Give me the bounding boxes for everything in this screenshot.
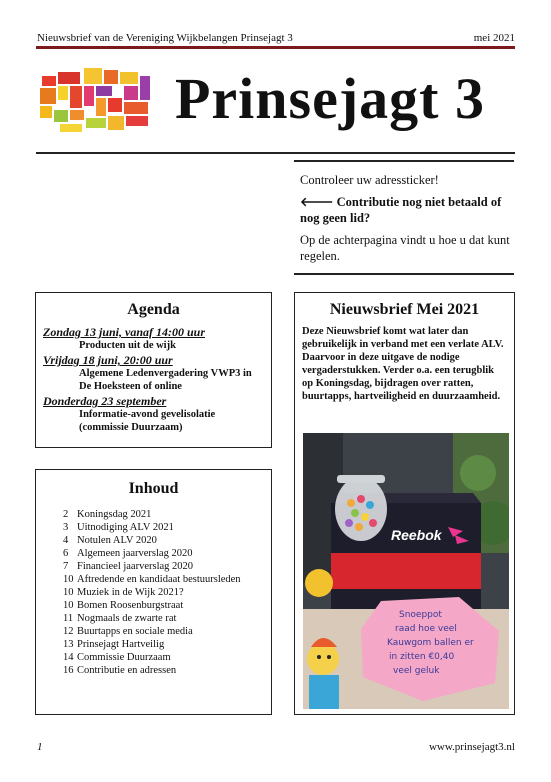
inhoud-box — [35, 469, 272, 715]
agenda-item — [43, 394, 264, 434]
toc-page: 10 — [63, 600, 74, 611]
toc-title: Bomen Roosenburgstraat — [77, 600, 184, 611]
nieuwsbrief-box — [294, 292, 515, 715]
nieuwsbrief-intro: Deze Nieuwsbrief komt wat later dan gebruikelijk in verband met een verlate ALV. Daarvoor in deze uitgave de nodige vergaderstukken. Verder o.a. een terugblik op Koningsdag, bijdragen over ratten, buurtapps, hartveiligheid en duurzaamheid. — [302, 326, 504, 402]
inhoud-heading: Inhoud — [128, 480, 179, 497]
toc-item — [63, 547, 264, 560]
agenda-desc: Algemene Ledenvergadering VWP3 in De Hoeksteen of online — [79, 368, 252, 392]
toc-page: 11 — [63, 613, 74, 624]
toc-page: 2 — [63, 509, 69, 520]
header-rule — [36, 46, 515, 49]
newsletter-title: Prinsejagt 3 — [175, 66, 485, 131]
toc-page: 13 — [63, 639, 74, 650]
toc-item — [63, 521, 264, 534]
agenda-desc: Informatie-avond gevelisolatie (commissie Duurzaam) — [79, 409, 216, 433]
sign-line: Kauwgom ballen er — [387, 638, 474, 648]
toc-list — [43, 508, 264, 677]
toc-page: 10 — [63, 587, 74, 598]
toc-item — [63, 612, 264, 625]
toc-item — [63, 586, 264, 599]
toc-item — [63, 625, 264, 638]
header-left: Nieuwsbrief van de Vereniging Wijkbelangen Prinsejagt 3 — [37, 32, 293, 44]
toc-page: 16 — [63, 665, 74, 676]
sign-line: Snoeppot — [399, 610, 442, 620]
toc-title: Financieel jaarverslag 2020 — [77, 561, 194, 572]
toc-item — [63, 638, 264, 651]
sign-line: raad hoe veel — [395, 624, 457, 634]
toc-item — [63, 664, 264, 677]
agenda-date: Zondag 13 juni, vanaf 14:00 uur — [43, 325, 206, 339]
toc-item — [63, 534, 264, 547]
arrow-left-icon: 🡐 — [300, 195, 334, 209]
toc-title: Notulen ALV 2020 — [77, 535, 157, 546]
toc-page: 10 — [63, 574, 74, 585]
notice-bold-text: Contributie nog niet betaald of nog geen lid? — [300, 195, 502, 225]
toc-item — [63, 573, 264, 586]
reebok-brand-text: Reebok — [391, 527, 442, 543]
toc-page: 7 — [63, 561, 69, 572]
agenda-item — [43, 325, 264, 352]
toc-item — [63, 560, 264, 573]
notice-line-1: Controleer uw adressticker! — [300, 173, 439, 187]
toc-title: Koningsdag 2021 — [77, 509, 152, 520]
agenda-heading: Agenda — [127, 301, 180, 318]
toc-title: Muziek in de Wijk 2021? — [77, 587, 184, 598]
toc-title: Aftredende en kandidaat bestuursleden — [77, 574, 241, 585]
toc-title: Commissie Duurzaam — [77, 652, 171, 663]
toc-title: Prinsejagt Hartveilig — [77, 639, 165, 650]
toc-item — [63, 651, 264, 664]
toc-page: 14 — [63, 652, 74, 663]
nieuwsbrief-heading: Nieuwsbrief Mei 2021 — [329, 301, 480, 318]
website-url: www.prinsejagt3.nl — [428, 741, 515, 753]
toc-page: 12 — [63, 626, 74, 637]
page-number: 1 — [37, 741, 43, 753]
agenda-item — [43, 353, 264, 393]
wijk-logo — [38, 64, 154, 146]
address-notice — [294, 160, 514, 275]
header-date: mei 2021 — [473, 32, 515, 44]
agenda-desc: Producten uit de wijk — [79, 340, 176, 351]
notice-line-3: Op de achterpagina vindt u hoe u dat kunt regelen. — [300, 233, 510, 263]
agenda-date: Donderdag 23 september — [43, 394, 167, 408]
candy-jar-photo — [303, 433, 509, 709]
agenda-box — [35, 292, 272, 448]
toc-title: Algemeen jaarverslag 2020 — [77, 548, 193, 559]
toc-title: Buurtapps en sociale media — [77, 626, 193, 637]
sign-line: in zitten €0,40 — [389, 652, 455, 662]
sign-line: veel geluk — [393, 666, 440, 676]
toc-item — [63, 508, 264, 521]
toc-page: 6 — [63, 548, 69, 559]
notice-contributie — [300, 194, 514, 226]
photo-illustration — [303, 433, 509, 709]
title-rule — [36, 152, 515, 154]
toc-page: 3 — [63, 522, 69, 533]
toc-title: Uitnodiging ALV 2021 — [77, 522, 174, 533]
toc-title: Contributie en adressen — [77, 665, 177, 676]
toc-title: Nogmaals de zwarte rat — [77, 613, 177, 624]
toc-page: 4 — [63, 535, 69, 546]
agenda-date: Vrijdag 18 juni, 20:00 uur — [43, 353, 173, 367]
toc-item — [63, 599, 264, 612]
